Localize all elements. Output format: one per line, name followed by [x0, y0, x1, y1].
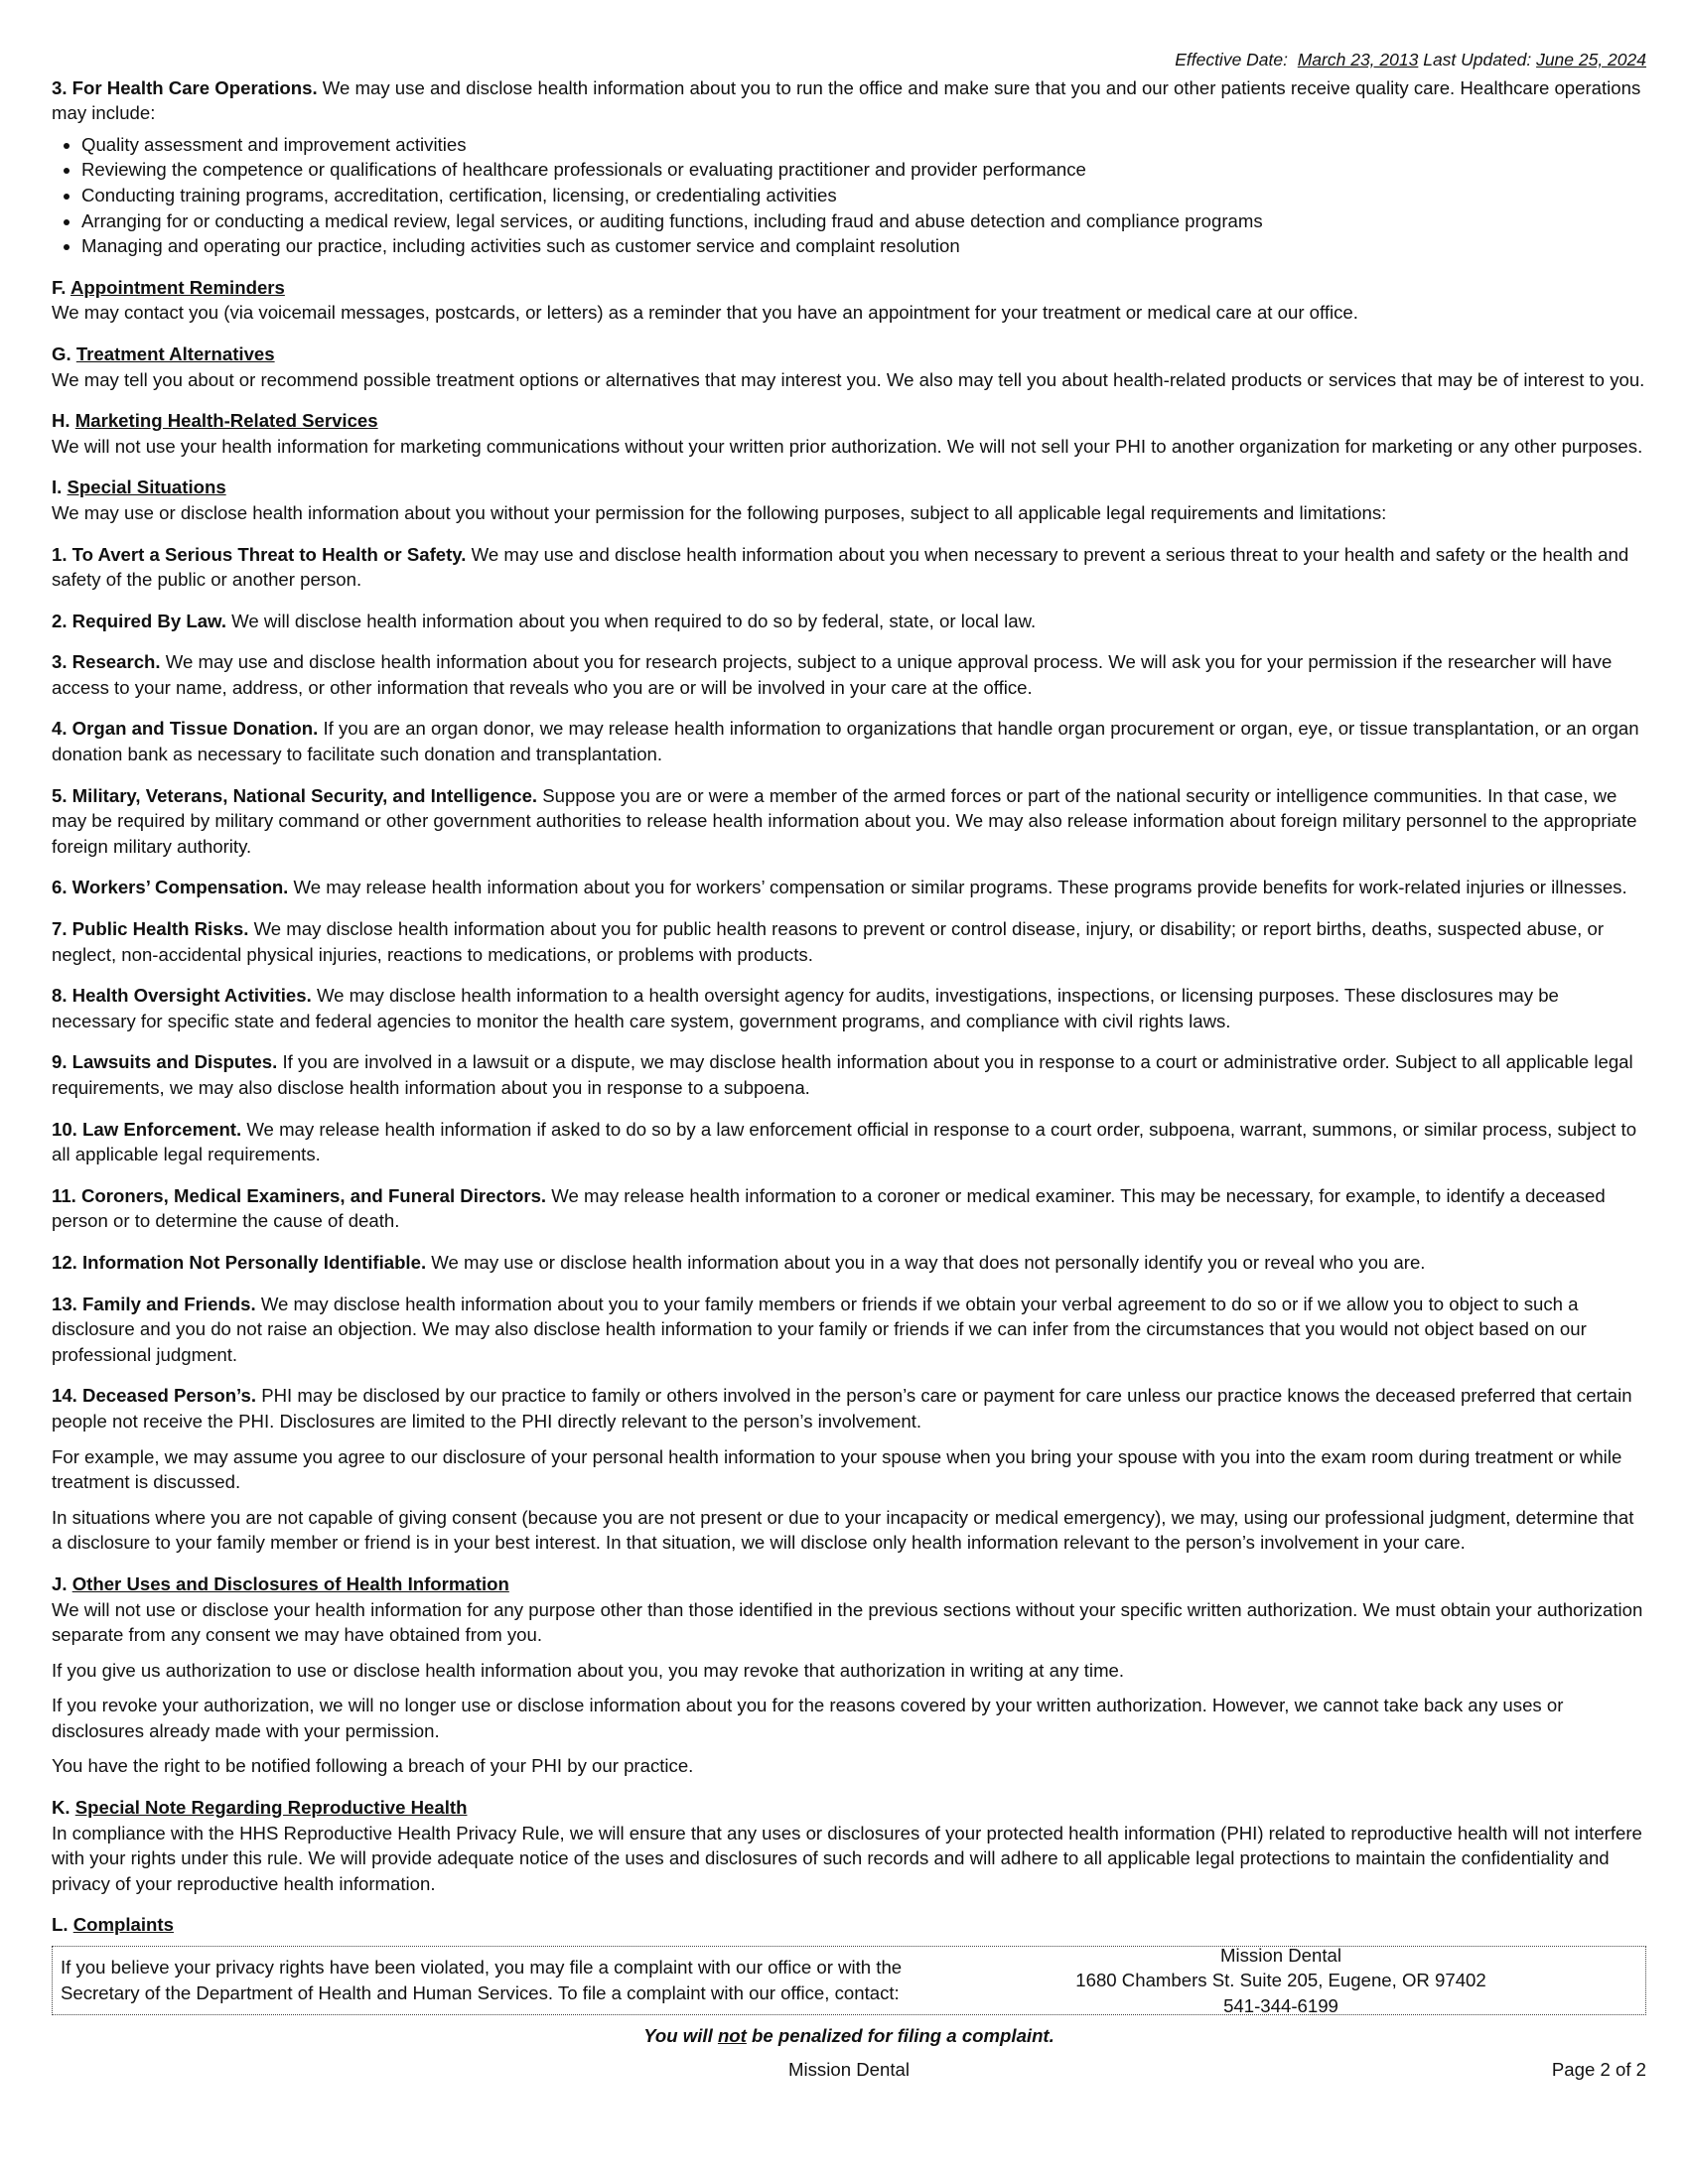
- contact-phone: 541-344-6199: [1223, 1994, 1338, 2016]
- item-text: We will disclose health information about you when required to do so by federal, state, or local law.: [231, 610, 1037, 631]
- special-situation-item: [52, 609, 1646, 634]
- item-text: We may disclose health information about you to your family members or friends if we obtain your verbal agreement to do so or if we allow you to object to such a disclosure and you do not raise an objection. We may also disclose health information to your family or friends if we can infer from the circumstances that you would not object based on our professional judgment.: [52, 1293, 1587, 1365]
- section-letter: I.: [52, 477, 63, 498]
- deceased-example-paragraph: For example, we may assume you agree to our disclosure of your personal health information to your spouse when you bring your spouse with you into the exam room during treatment or while treatment is discussed.: [52, 1445, 1622, 1493]
- footer-org: Mission Dental: [788, 2058, 910, 2080]
- item-text: We may use or disclose health information about you in a way that does not personally identify you or reveal who you are.: [431, 1251, 1426, 1273]
- special-situation-item: [52, 1049, 1646, 1100]
- list-item: • Reviewing the competence or qualifications of healthcare professionals or evaluating practitioner and provider performance: [81, 157, 1646, 183]
- list-item: • Conducting training programs, accreditation, certification, licensing, or credentialing activities: [81, 183, 1646, 208]
- list-item: • Arranging for or conducting a medical review, legal services, or auditing functions, including fraud and abuse detection and compliance programs: [81, 208, 1646, 234]
- section-h-heading: [52, 408, 1646, 434]
- penalty-text: You will: [643, 2025, 713, 2047]
- item-text: If you are involved in a lawsuit or a dispute, we may disclose health information about you in response to a court or administrative order. Subject to all applicable legal requirements, we may also disclose health information about you in response to a subpoena.: [52, 1051, 1633, 1098]
- section-letter: J.: [52, 1572, 68, 1594]
- item-title: 8. Health Oversight Activities.: [52, 985, 312, 1007]
- item-text: We may use and disclose health information about you when necessary to prevent a serious threat to your health and safety or the health and safety of the public or another person.: [52, 543, 1629, 591]
- no-penalty-notice: [52, 2023, 1646, 2049]
- section-j-paragraph: We will not use or disclose your health information for any purpose other than those identified in the previous sections without your specific written authorization. We must obtain your authorization separate from any consent we may have obtained from you.: [52, 1598, 1643, 1646]
- item-text: We may disclose health information about you for public health reasons to prevent or control disease, injury, or disability; or report births, deaths, suspected abuse, or neglect, non-accidental physical injuries, reactions to medications, or problems with products.: [52, 918, 1605, 965]
- item-text: We may release health information to a coroner or medical examiner. This may be necessary, for example, to identify a deceased person or to determine the cause of death.: [52, 1184, 1606, 1232]
- item-text: If you are an organ donor, we may release health information to organizations that handle organ procurement or organ, eye, or tissue transplantation, or an organ donation bank as necessary to facilitate such donation and transplantation.: [52, 718, 1639, 765]
- special-situation-item: [52, 1183, 1646, 1234]
- list-item: • Quality assessment and improvement activities: [81, 132, 1646, 158]
- section-title: Other Uses and Disclosures of Health Information: [71, 1572, 509, 1594]
- special-situation-item: [52, 542, 1646, 593]
- health-care-operations-title: 3. For Health Care Operations.: [52, 76, 318, 98]
- penalty-emphasis: not: [717, 2025, 747, 2047]
- special-situation-item: [52, 1250, 1646, 1276]
- item-title: 11. Coroners, Medical Examiners, and Funeral Directors.: [52, 1184, 547, 1206]
- section-title: Special Situations: [67, 477, 226, 498]
- section-letter: G.: [52, 342, 71, 364]
- section-f-heading: [52, 275, 1646, 301]
- item-text: We may use and disclose health information about you for research projects, subject to a unique approval process. We will ask you for your permission if the researcher will have access to your name, address, or other information that reveals who you are or will be involved in your care at the office.: [52, 651, 1613, 698]
- special-situation-item: [52, 1117, 1646, 1167]
- item-title: 12. Information Not Personally Identifiable.: [52, 1251, 427, 1273]
- special-situation-item: [52, 649, 1646, 700]
- document-page: [52, 48, 1646, 2083]
- item-title: 10. Law Enforcement.: [52, 1118, 242, 1140]
- section-f-body: We may contact you (via voicemail messages, postcards, or letters) as a reminder that you have an appointment for your treatment or medical care at our office.: [52, 302, 1358, 324]
- section-h-body: We will not use your health information for marketing communications without your written prior authorization. We will not sell your PHI to another organization for marketing or any other purposes.: [52, 435, 1643, 457]
- item-text: PHI may be disclosed by our practice to family or others involved in the person’s care or payment for care unless our practice knows the deceased preferred that certain people not receive the PHI. Disclosures are limited to the PHI directly relevant to the person’s involvement.: [52, 1385, 1632, 1432]
- special-situation-item: [52, 916, 1646, 967]
- section-title: Marketing Health-Related Services: [74, 410, 378, 432]
- section-j-paragraph: If you give us authorization to use or disclose health information about you, you may revoke that authorization in writing at any time.: [52, 1659, 1125, 1681]
- special-situation-item: [52, 716, 1646, 766]
- consent-incapacity-paragraph: In situations where you are not capable of giving consent (because you are not present or due to your incapacity or medical emergency), we may, using our professional judgment, determine that a disclosure to your family member or friend is in your best interest. In that situation, we will disclose only health information relevant to the person’s involvement in your care.: [52, 1506, 1634, 1554]
- section-letter: F.: [52, 276, 67, 298]
- page-number: Page 2 of 2: [1551, 2058, 1646, 2080]
- contact-address: 1680 Chambers St. Suite 205, Eugene, OR 97402: [1075, 1970, 1486, 1991]
- contact-info: [924, 1943, 1637, 2018]
- section-j-paragraph: If you revoke your authorization, we will no longer use or disclose information about you for the reasons covered by your written authorization. However, we cannot take back any uses or disclosures already made with your permission.: [52, 1695, 1564, 1741]
- section-g-body: We may tell you about or recommend possible treatment options or alternatives that may interest you. We also may tell you about health-related products or services that may be of interest to you.: [52, 368, 1645, 390]
- section-k-heading: [52, 1795, 1646, 1821]
- effective-date-value: March 23, 2013: [1297, 50, 1419, 69]
- item-title: 13. Family and Friends.: [52, 1293, 256, 1314]
- health-care-operations-text: We may use and disclose health information about you to run the office and make sure that you and our other patients receive quality care. Healthcare operations may include:: [52, 76, 1641, 124]
- complaint-instructions: If you believe your privacy rights have been violated, you may file a complaint with our office or with the Secretary of the Department of Health and Human Services. To file a complaint with our office, contact:: [61, 1957, 903, 2004]
- special-situation-item: [52, 983, 1646, 1033]
- effective-date-label: Effective Date:: [1175, 50, 1288, 69]
- penalty-text: be penalized for filing a complaint.: [752, 2025, 1055, 2047]
- item-title: 9. Lawsuits and Disputes.: [52, 1051, 278, 1073]
- item-title: 6. Workers’ Compensation.: [52, 877, 289, 898]
- page-footer: [52, 2057, 1646, 2083]
- item-title: 1. To Avert a Serious Threat to Health or Safety.: [52, 543, 467, 565]
- section-title: Special Note Regarding Reproductive Health: [74, 1797, 468, 1819]
- list-item: • Managing and operating our practice, including activities such as customer service and complaint resolution: [81, 233, 1646, 259]
- section-i-body: We may use or disclose health information about you without your permission for the following purposes, subject to all applicable legal requirements and limitations:: [52, 501, 1387, 523]
- section-title: Appointment Reminders: [70, 276, 285, 298]
- section-i-heading: [52, 475, 1646, 500]
- section-letter: K.: [52, 1797, 70, 1819]
- section-title: Treatment Alternatives: [75, 342, 275, 364]
- section-j-paragraph: You have the right to be notified following a breach of your PHI by our practice.: [52, 1755, 694, 1777]
- section-j-heading: [52, 1571, 1646, 1597]
- contact-org: Mission Dental: [1220, 1944, 1341, 1966]
- item-text: We may release health information if asked to do so by a law enforcement official in response to a court order, subpoena, warrant, summons, or similar process, subject to all applicable legal requirements.: [52, 1118, 1637, 1165]
- operations-list: [52, 132, 1646, 259]
- item-title: 14. Deceased Person’s.: [52, 1385, 257, 1407]
- deceased-persons-item: [52, 1383, 1646, 1433]
- item-text: We may disclose health information to a health oversight agency for audits, investigations, inspections, or licensing purposes. These disclosures may be necessary for specific state and federal agencies to monitor the health care system, government programs, and compliance with civil rights laws.: [52, 985, 1559, 1031]
- last-updated-value: June 25, 2024: [1536, 50, 1646, 69]
- item-title: 7. Public Health Risks.: [52, 918, 249, 940]
- effective-date-line: [52, 48, 1646, 73]
- section-g-heading: [52, 341, 1646, 367]
- last-updated-label: Last Updated:: [1423, 50, 1532, 69]
- item-title: 3. Research.: [52, 651, 161, 673]
- special-situation-item: [52, 875, 1646, 900]
- item-text: We may release health information about you for workers’ compensation or similar programs. These programs provide benefits for work-related injuries or illnesses.: [293, 877, 1627, 898]
- item-title: 2. Required By Law.: [52, 610, 226, 631]
- section-letter: H.: [52, 410, 70, 432]
- special-situation-item: [52, 783, 1646, 860]
- section-l-heading: [52, 1912, 1646, 1938]
- complaint-contact-box: [52, 1946, 1646, 2015]
- section-k-body: In compliance with the HHS Reproductive Health Privacy Rule, we will ensure that any uses or disclosures of your protected health information (PHI) related to reproductive health will not interfere with your rights under this rule. We will provide adequate notice of the uses and disclosures of such records and will adhere to all applicable legal protections to maintain the confidentiality and privacy of your reproductive health information.: [52, 1822, 1642, 1894]
- item-title: 4. Organ and Tissue Donation.: [52, 718, 319, 740]
- item-title: 5. Military, Veterans, National Security, and Intelligence.: [52, 784, 538, 806]
- special-situation-item: [52, 1292, 1646, 1368]
- item-text: Suppose you are or were a member of the armed forces or part of the national security or intelligence communities. In that case, we may be required by military command or other government authorities to release health information about you. We may also release information about foreign military personnel to the appropriate foreign military authority.: [52, 784, 1637, 857]
- section-title: Complaints: [72, 1914, 174, 1936]
- section-letter: L.: [52, 1914, 69, 1936]
- health-care-operations: [52, 75, 1646, 126]
